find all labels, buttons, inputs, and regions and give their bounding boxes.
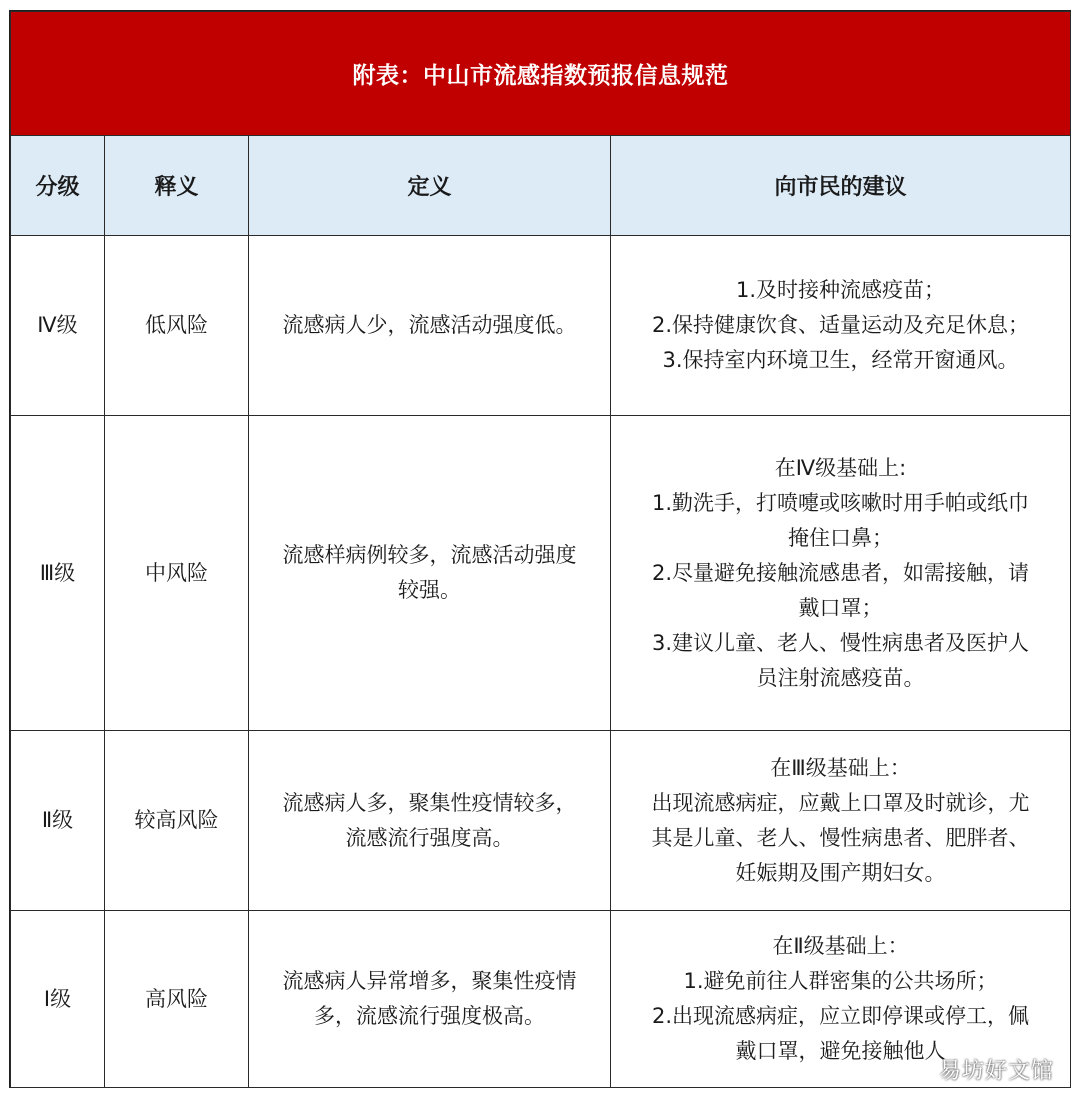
definition-line: 多，流感流行强度极高。 <box>314 1004 545 1028</box>
table-row <box>11 911 1071 1088</box>
definition-line: 流感样病例较多，流感活动强度 <box>282 543 577 567</box>
definition-line: 流感流行强度高。 <box>345 825 514 850</box>
definition-line: 较强。 <box>398 578 461 602</box>
table-title: 附表：中山市流感指数预报信息规范 <box>11 12 1071 136</box>
meaning-cell: 高风险 <box>105 911 249 1088</box>
advice-cell <box>611 236 1071 416</box>
advice-line: 戴口罩，避免接触他人 <box>735 1039 946 1063</box>
level-cell: Ⅱ级 <box>11 731 105 911</box>
advice-line: 妊娠期及围产期妇女。 <box>735 860 946 885</box>
advice-line: 掩住口鼻； <box>788 525 893 550</box>
meaning-cell: 中风险 <box>105 416 249 731</box>
table-row <box>11 731 1071 911</box>
level-cell: Ⅰ级 <box>11 911 105 1088</box>
advice-line: 1.避免前往人群密集的公共场所； <box>683 969 998 993</box>
advice-line: 2.保持健康饮食、适量运动及充足休息； <box>651 313 1030 337</box>
flu-index-spec-table <box>10 11 1071 1088</box>
advice-cell <box>611 731 1071 911</box>
advice-line: 1.勤洗手，打喷嚏或咳嗽时用手帕或纸巾 <box>651 490 1030 515</box>
meaning-cell: 较高风险 <box>105 731 249 911</box>
level-cell: Ⅳ级 <box>11 236 105 416</box>
advice-line: 3.建议儿童、老人、慢性病患者及医护人 <box>651 630 1030 655</box>
advice-line: 2.尽量避免接触流感患者，如需接触，请 <box>651 560 1030 585</box>
spec-table-container <box>9 10 1071 1088</box>
advice-line: 在Ⅳ级基础上: <box>774 455 907 480</box>
advice-line: 1.及时接种流感疫苗； <box>735 278 946 302</box>
definition-line: 流感病人异常增多，聚集性疫情 <box>282 969 577 993</box>
advice-cell <box>611 416 1071 731</box>
watermark: 易坊好文馆 <box>938 1059 1054 1084</box>
advice-line: 2.出现流感病症，应立即停课或停工，佩 <box>651 1004 1030 1028</box>
meaning-cell: 低风险 <box>105 236 249 416</box>
level-cell: Ⅲ级 <box>11 416 105 731</box>
table-row <box>11 236 1071 416</box>
definition-cell <box>249 416 611 731</box>
table-row <box>11 416 1071 731</box>
header-advice: 向市民的建议 <box>611 136 1071 236</box>
advice-line: 出现流感病症，应戴上口罩及时就诊，尤 <box>651 790 1030 815</box>
advice-line: 其是儿童、老人、慢性病患者、肥胖者、 <box>651 825 1030 850</box>
advice-line: 在Ⅱ级基础上： <box>772 934 909 958</box>
definition-cell <box>249 911 611 1088</box>
header-meaning: 释义 <box>105 136 249 236</box>
definition-cell <box>249 236 611 416</box>
advice-line: 在Ⅲ级基础上： <box>770 755 911 780</box>
advice-line: 3.保持室内环境卫生，经常开窗通风。 <box>662 348 1019 372</box>
header-definition: 定义 <box>249 136 611 236</box>
header-level: 分级 <box>11 136 105 236</box>
definition-cell <box>249 731 611 911</box>
definition-line: 流感病人多，聚集性疫情较多， <box>282 790 577 815</box>
definition-line: 流感病人少，流感活动强度低。 <box>282 313 577 337</box>
advice-line: 戴口罩； <box>798 595 883 620</box>
advice-line: 员注射流感疫苗。 <box>756 665 925 690</box>
